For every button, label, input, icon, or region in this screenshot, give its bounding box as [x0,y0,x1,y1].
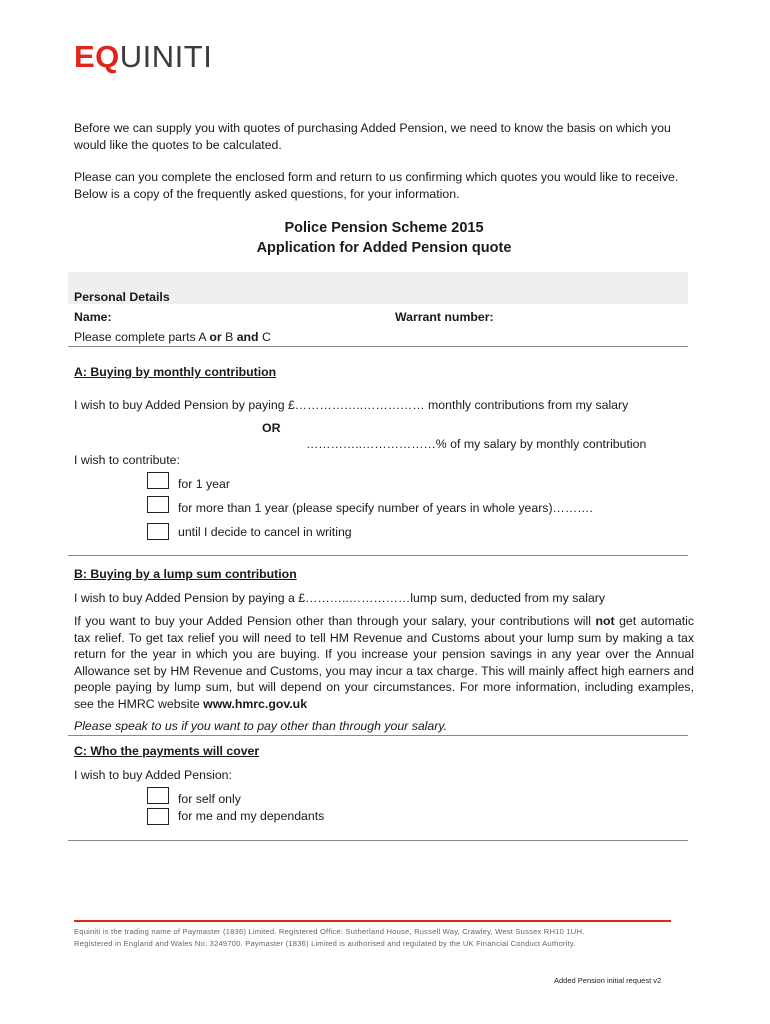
option-self-only-label: for self only [178,792,241,806]
checkbox-me-and-dependants[interactable] [147,808,169,825]
divider [68,555,688,556]
checkbox-until-cancel[interactable] [147,523,169,540]
monthly-amount-line: I wish to buy Added Pension by paying £……………..…………… monthly contributions from my salary [74,398,629,412]
equiniti-logo: EQUINITI [74,39,213,74]
document-reference: Added Pension initial request v2 [554,976,662,985]
divider [68,346,688,347]
completion-instruction: Please complete parts A or B and C [74,330,271,344]
section-c-heading: C: Who the payments will cover [74,744,260,758]
tax-relief-paragraph: If you want to buy your Added Pension other than through your salary, your contributions will not get automatic tax relief. To get tax relief you will need to tell HM Revenue and Customs about your lump sum by making a tax return for the year in which you are buying. If you increase your pension savings in any year over the Annual Allowance set by HM Revenue and Customs, you may incur a tax charge. This will mainly affect high earners and people paying by lump sum, but will depend on your circumstances. For more information, including examples, see the HMRC website www.hmrc.gov.uk [74,614,694,711]
warrant-number-label: Warrant number: [395,310,494,324]
or-label: OR [262,421,281,435]
checkbox-more-than-1-year[interactable] [147,496,169,513]
footer-line-1: Equiniti is the trading name of Paymaster (1836) Limited. Registered Office: Sutherland House, Russell Way, Crawley, West Sussex RH10 1UH. [74,927,585,936]
percentage-line: …………..………………% of my salary by monthly contribution [306,437,647,451]
option-more-than-1-year-label: for more than 1 year (please specify number of years in whole years)………. [178,501,593,515]
contribute-label: I wish to contribute: [74,453,180,467]
form-subtitle: Application for Added Pension quote [256,240,512,256]
checkbox-1-year[interactable] [147,472,169,489]
cover-label: I wish to buy Added Pension: [74,768,232,782]
option-me-and-dependants-label: for me and my dependants [178,809,325,823]
intro-paragraph-2: Please can you complete the enclosed form and return to us confirming which quotes you would like to receive. Below is a copy of the frequently asked questions, for your information. [74,170,679,201]
pay-other-note: Please speak to us if you want to pay other than through your salary. [74,719,447,733]
form-title: Police Pension Scheme 2015 [284,220,484,236]
name-label: Name: [74,310,112,324]
footer-rule [74,920,671,922]
divider [68,840,688,841]
footer-line-2: Registered in England and Wales No. 3249700. Paymaster (1836) Limited is authorised and regulated by the UK Financial Conduct Authority. [74,939,576,948]
section-b-heading: B: Buying by a lump sum contribution [74,567,297,581]
option-until-cancel-label: until I decide to cancel in writing [178,525,352,539]
option-1-year-label: for 1 year [178,477,230,491]
lump-sum-line: I wish to buy Added Pension by paying a £………..……………lump sum, deducted from my salary [74,591,606,605]
checkbox-self-only[interactable] [147,787,169,804]
personal-details-heading: Personal Details [74,290,170,304]
hmrc-link[interactable]: www.hmrc.gov.uk [203,696,308,711]
divider [68,735,688,736]
intro-paragraph-1: Before we can supply you with quotes of purchasing Added Pension, we need to know the basis on which you would like the quotes to be calculated. [74,121,671,152]
section-a-heading: A: Buying by monthly contribution [74,365,277,379]
